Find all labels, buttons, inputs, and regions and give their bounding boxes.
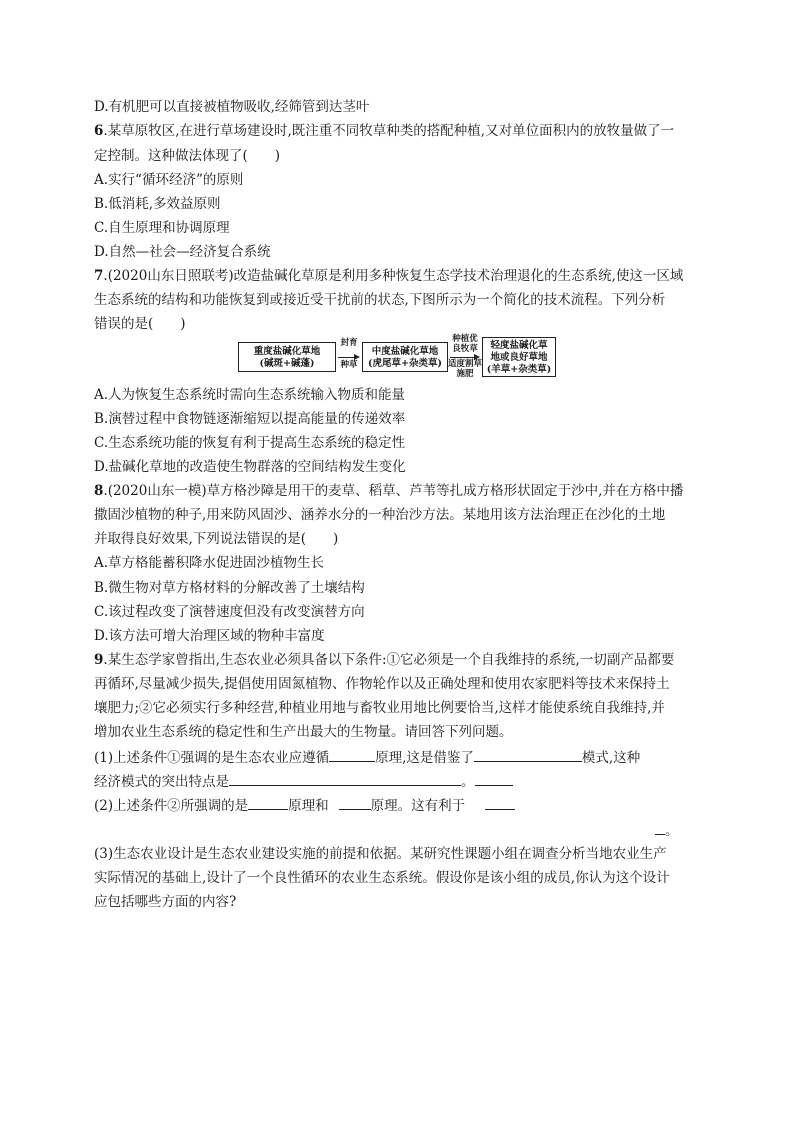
q5-option-d: D.有机肥可以直接被植物吸收,经筛管到达茎叶	[94, 99, 370, 115]
arrow2-top-line-1: 种植优	[452, 334, 478, 344]
answer-blank-4[interactable]	[248, 796, 288, 810]
q9-part1-period: 。	[461, 774, 475, 790]
q7-stem-line-3: 错误的是( )	[94, 316, 186, 332]
q9-part2-line-1	[94, 796, 515, 815]
q9-part3-line-1: (3)生态农业设计是生态农业建设实施的前提和依据。某研究性课题小组在调查分析当地农业生产	[94, 846, 667, 862]
q9-stem-line-3: 壤肥力;②它必须实行多种经营,种植业用地与畜牧业用地比例要恰当,这样才能使系统自我维持,并	[94, 700, 665, 716]
q9-stem-text: .某生态学家曾指出,生态农业必须具备以下条件:①它必须是一个自我维持的系统,一切副产品都要	[103, 652, 675, 668]
q6-stem-text: .某草原牧区,在进行草场建设时,既注重不同牧草种类的搭配种植,又对单位面积内的放牧量做了一	[103, 123, 675, 139]
q9-stem-line-2: 再循环,尽量减少损失,提倡使用固氮植物、作物轮作以及正确处理和使用农家肥料等技术来保持土	[94, 676, 670, 692]
flow-arrow-1	[338, 357, 358, 358]
q8-number: 8	[94, 483, 104, 499]
q9-part2-period: 。	[665, 823, 679, 839]
q9-part3-line-2: 实际情况的基础上,设计了一个良性循环的农业生态系统。假设你是该小组的成员,你认为这个设计	[94, 870, 670, 886]
q9-stem-line-1	[94, 651, 674, 669]
flow-box-medium-species: (虎尾草+杂类草)	[368, 358, 442, 369]
answer-blank-3-tail	[475, 772, 513, 786]
q6-stem-line-1	[94, 122, 674, 140]
q9-part3-line-3: 应包括哪些方面的内容?	[94, 894, 237, 910]
q6-number: 6	[94, 123, 104, 139]
arrow2-top-label	[449, 334, 481, 354]
q6-option-b: B.低消耗,多效益原则	[94, 196, 221, 212]
flow-arrow-2	[450, 357, 478, 358]
q9-part1-line-1	[94, 748, 640, 767]
q9-part1-tail: 模式,这种	[581, 750, 641, 766]
answer-blank-5[interactable]	[339, 796, 371, 810]
q7-stem-line-1	[94, 267, 683, 285]
answer-blank-6[interactable]	[485, 796, 515, 810]
flow-box-heavy-title: 重度盐碱化草地	[253, 346, 321, 357]
q7-number: 7	[94, 268, 104, 284]
flow-box-medium-saline	[362, 342, 448, 372]
arrow1-bottom-label: 种草	[340, 360, 358, 370]
flow-box-heavy-saline	[238, 342, 336, 372]
q9-part2-line-2	[655, 821, 679, 840]
q9-part2-prompt: (2)上述条件②所强调的是	[94, 798, 249, 814]
q7-option-c: C.生态系统功能的恢复有利于提高生态系统的稳定性	[94, 435, 406, 451]
flow-box-heavy-species: (碱斑+碱蓬)	[259, 358, 315, 369]
flow-box-light-saline	[482, 337, 556, 377]
q8-stem-line-2: 撒固沙植物的种子,用来防风固沙、涵养水分的一种治沙方法。某地用该方法治理正在沙化的土地	[94, 507, 666, 523]
restoration-flow-diagram	[238, 334, 556, 378]
flow-box-light-species: (羊草+杂类草)	[486, 364, 552, 375]
answer-blank-2[interactable]	[474, 748, 582, 762]
q8-stem-line-1	[94, 482, 683, 500]
q9-part1-prompt: (1)上述条件①强调的是生态农业应遵循	[94, 750, 330, 766]
flow-box-medium-title: 中度盐碱化草地	[371, 346, 439, 357]
q8-option-a: A.草方格能蓄积降水促进固沙植物生长	[94, 555, 325, 571]
q8-stem-text: .(2020山东一模)草方格沙障是用干的麦草、稻草、芦苇等扎成方格形状固定于沙中,并在方格中播	[103, 483, 684, 499]
q6-option-c: C.自生原理和协调原理	[94, 220, 230, 236]
q9-part2-tail: 原理。这有利于	[370, 798, 466, 814]
arrow2-top-line-2: 良牧草	[452, 344, 478, 354]
answer-blank-3[interactable]	[229, 772, 461, 786]
arrow2-bottom-label	[447, 359, 483, 379]
arrow1-top-label: 封育	[340, 338, 358, 348]
arrow2-bottom-line-1: 适度割草	[447, 359, 482, 369]
q7-stem-line-2: 生态系统的结构和功能恢复到或接近受干扰前的状态,下图所示为一个简化的技术流程。下列分析	[94, 292, 666, 308]
flow-box-light-title-1: 轻度盐碱化草	[490, 340, 548, 351]
q7-option-b: B.演替过程中食物链逐渐缩短以提高能量的传递效率	[94, 411, 406, 427]
q8-stem-line-3: 并取得良好效果,下列说法错误的是( )	[94, 531, 339, 547]
q9-number: 9	[94, 652, 104, 668]
q7-stem-text: .(2020山东日照联考)改造盐碱化草原是利用多种恢复生态学技术治理退化的生态系统,使这一区域	[103, 268, 684, 284]
q7-option-a: A.人为恢复生态系统时需向生态系统输入物质和能量	[94, 387, 406, 403]
q8-option-d: D.该方法可增大治理区域的物种丰富度	[94, 628, 325, 644]
q7-option-d: D.盐碱化草地的改造使生物群落的空间结构发生变化	[94, 459, 406, 475]
q6-option-d: D.自然—社会—经济复合系统	[94, 244, 271, 260]
answer-blank-6-tail	[655, 821, 665, 835]
q8-option-c: C.该过程改变了演替速度但没有改变演替方向	[94, 604, 365, 620]
answer-blank-1[interactable]	[329, 748, 375, 762]
q9-part2-mid: 原理和	[288, 798, 329, 814]
q9-stem-line-4: 增加农业生态系统的稳定性和生产出最大的生物量。请回答下列问题。	[94, 724, 513, 740]
q6-stem-line-2: 定控制。这种做法体现了( )	[94, 148, 281, 164]
arrow2-bottom-line-2: 施肥	[456, 369, 474, 379]
flow-box-light-title-2: 地或良好草地	[490, 352, 548, 363]
q8-option-b: B.微生物对草方格材料的分解改善了土壤结构	[94, 580, 365, 596]
q9-part1-mid: 原理,这是借鉴了	[375, 750, 474, 766]
q6-option-a: A.实行“循环经济”的原则	[94, 172, 244, 188]
q9-part1-line-2	[94, 772, 513, 791]
q9-part1-feature-prompt: 经济模式的突出特点是	[94, 774, 229, 790]
